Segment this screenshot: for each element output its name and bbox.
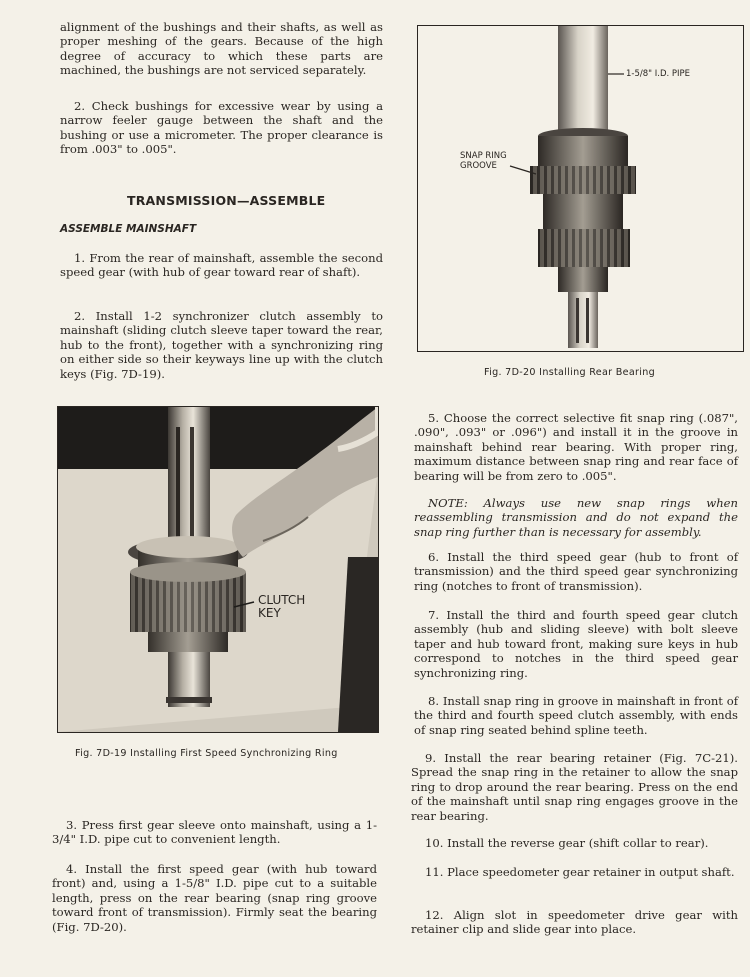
clutch-key-callout: CLUTCH KEY [258, 593, 306, 620]
step-5: 5. Choose the correct selective fit snap ring (.087", .090", .093" or .096") and install it in the groove in mainshaft behind rear bearing. With proper ring, maximum distance between snap ring and rear face of bearing will be from zero to .005". [414, 411, 738, 483]
fig-7d-19-caption: Fig. 7D-19 Installing First Speed Synchronizing Ring [75, 748, 338, 759]
step-11: 11. Place speedometer gear retainer in output shaft. [425, 865, 735, 879]
intro-paragraph: alignment of the bushings and their shafts, as well as proper meshing of the gears. Because of the high degree of accuracy to which these parts are machined, the bushings are not serviced separately. [60, 20, 383, 78]
subheading: ASSEMBLE MAINSHAFT [60, 223, 197, 235]
figure-7d-20 [417, 25, 744, 352]
section-heading: TRANSMISSION—ASSEMBLE [127, 193, 326, 208]
note: NOTE: Always use new snap rings when reassembling transmission and do not expand the snap ring further than is necessary for assembly. [414, 496, 738, 539]
fig20-photo [418, 26, 743, 351]
fig19-photo [58, 407, 378, 732]
figure-7d-19 [57, 406, 379, 733]
step-1: 1. From the rear of mainshaft, assemble the second speed gear (with hub of gear toward rear of shaft). [60, 251, 383, 280]
step-9: 9. Install the rear bearing retainer (Fig. 7C-21). Spread the snap ring in the retainer to allow the snap ring to drop around the rear bearing. Press on the end of the mainshaft until snap ring engages groove in the rear bearing. [411, 751, 738, 823]
step-3: 3. Press first gear sleeve onto mainshaft, using a 1-3/4" I.D. pipe cut to convenient length. [52, 818, 377, 847]
step-8: 8. Install snap ring in groove in mainshaft in front of the third and fourth speed clutch assembly, with ends of snap ring seated behind spline teeth. [414, 694, 738, 737]
step-2: 2. Install 1-2 synchronizer clutch assembly to mainshaft (sliding clutch sleeve taper toward the rear, hub to the front), together with a synchronizing ring on either side so their keyways line up with the clutch keys (Fig. 7D-19). [60, 309, 383, 381]
step-10: 10. Install the reverse gear (shift collar to rear). [425, 836, 709, 850]
pipe-callout: 1-5/8" I.D. PIPE [626, 69, 691, 79]
step-4: 4. Install the first speed gear (with hub toward front) and, using a 1-5/8" I.D. pipe cut to a suitable length, press on the rear bearing (snap ring groove toward front of transmission). Firmly seat the bearing (Fig. 7D-20). [52, 862, 377, 934]
step-2-bushings: 2. Check bushings for excessive wear by using a narrow feeler gauge between the shaft and the bushing or use a micrometer. The proper clearance is from .003" to .005". [60, 99, 383, 157]
snap-ring-groove-callout: SNAP RING GROOVE [460, 151, 507, 171]
step-7: 7. Install the third and fourth speed gear clutch assembly (hub and sliding sleeve) with bolt sleeve taper and hub toward front, making sure keys in hub correspond to notches in the third speed gear synchronizing ring. [414, 608, 738, 680]
fig-7d-20-caption: Fig. 7D-20 Installing Rear Bearing [484, 367, 656, 378]
step-12: 12. Align slot in speedometer drive gear with retainer clip and slide gear into place. [411, 908, 738, 937]
step-6: 6. Install the third speed gear (hub to front of transmission) and the third speed gear synchronizing ring (notches to front of transmission). [414, 550, 738, 593]
